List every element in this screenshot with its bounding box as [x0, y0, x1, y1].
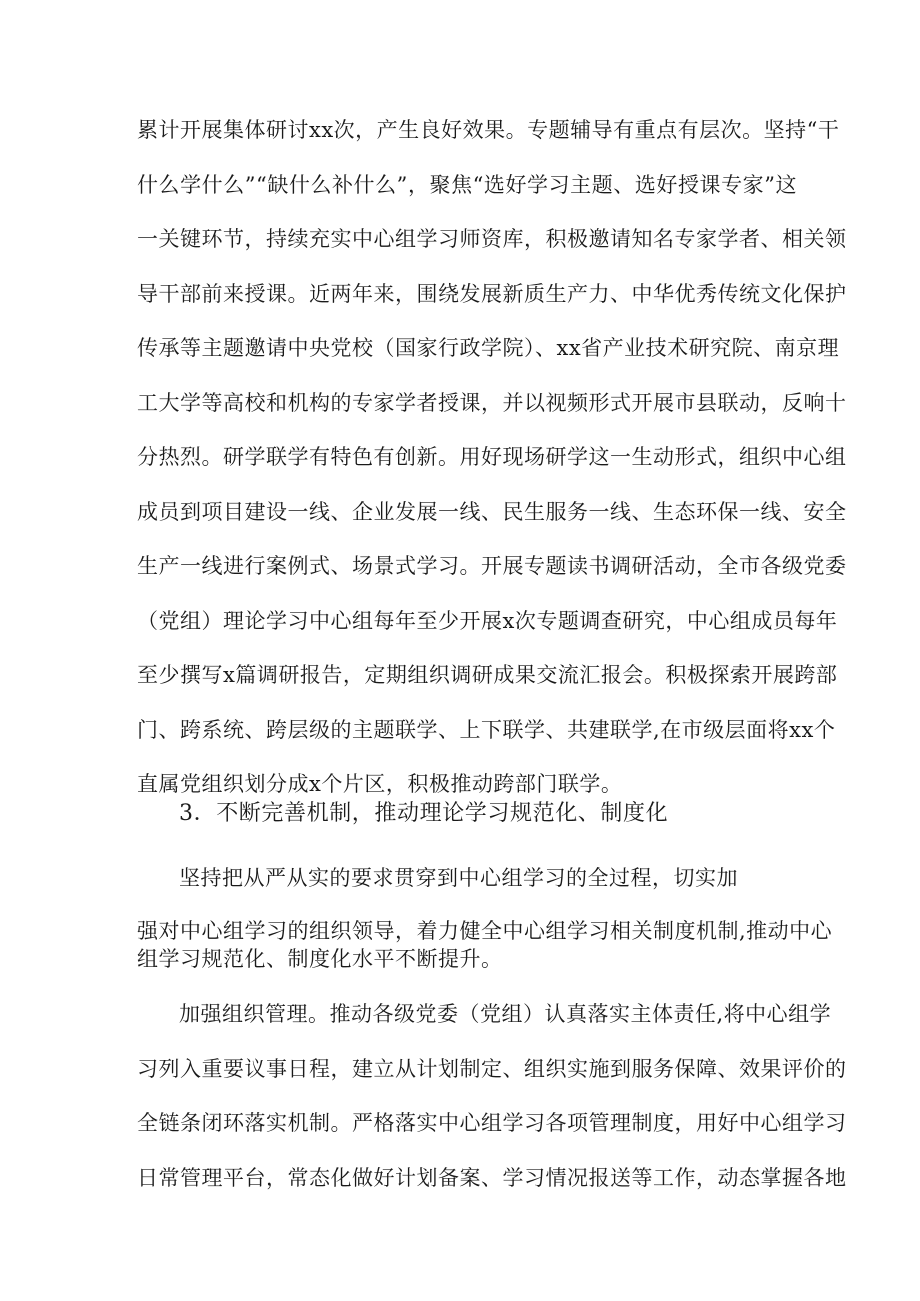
section-heading: 3．不断完善机制，推动理论学习规范化、制度化: [179, 801, 669, 826]
paragraph-line: 至少撰写x篇调研报告，定期组织调研成果交流汇报会。积极探索开展跨部: [137, 663, 838, 687]
paragraph-line: 传承等主题邀请中央党校（国家行政学院）、xx省产业技术研究院、南京理: [137, 336, 840, 360]
paragraph-line: 日常管理平台，常态化做好计划备案、学习情况报送等工作，动态掌握各地: [137, 1166, 847, 1190]
paragraph-line: 组学习规范化、制度化水平不断提升。: [137, 947, 503, 971]
paragraph-line: 门、跨系统、跨层级的主题联学、上下联学、共建联学,在市级层面将xx个: [137, 718, 836, 742]
paragraph-line: 分热烈。研学联学有特色有创新。用好现场研学这一生动形式，组织中心组: [137, 445, 847, 469]
paragraph-line: 什么学什么”“缺什么补什么”，聚焦“选好学习主题、选好授课专家”这: [137, 173, 797, 197]
paragraph-line: 生产一线进行案例式、场景式学习。开展专题读书调研活动，全市各级党委: [137, 554, 847, 578]
paragraph-line: 强对中心组学习的组织领导，着力健全中心组学习相关制度机制,推动中心: [137, 919, 833, 943]
paragraph-line: 全链条闭环落实机制。严格落实中心组学习各项管理制度，用好中心组学习: [137, 1111, 847, 1135]
paragraph-line: 加强组织管理。推动各级党委（党组）认真落实主体责任,将中心组学: [179, 1002, 832, 1026]
paragraph-line: 习列入重要议事日程，建立从计划制定、组织实施到服务保障、效果评价的: [137, 1057, 847, 1081]
paragraph-line: 累计开展集体研讨xx次，产生良好效果。专题辅导有重点有层次。坚持“干: [137, 118, 840, 142]
paragraph-line: （党组）理论学习中心组每年至少开展x次专题调查研究，中心组成员每年: [137, 609, 838, 633]
paragraph-line: 直属党组织划分成x个片区，积极推动跨部门联学。: [137, 772, 623, 796]
paragraph-line: 工大学等高校和机构的专家学者授课，并以视频形式开展市县联动，反响十: [137, 391, 847, 415]
paragraph-line: 坚持把从严从实的要求贯穿到中心组学习的全过程，切实加: [179, 866, 738, 890]
paragraph-line: 一关键环节，持续充实中心组学习师资库，积极邀请知名专家学者、相关领: [137, 227, 847, 251]
paragraph-line: 导干部前来授课。近两年来，围绕发展新质生产力、中华优秀传统文化保护: [137, 282, 847, 306]
paragraph-line: 成员到项目建设一线、企业发展一线、民生服务一线、生态环保一线、安全: [137, 500, 847, 524]
